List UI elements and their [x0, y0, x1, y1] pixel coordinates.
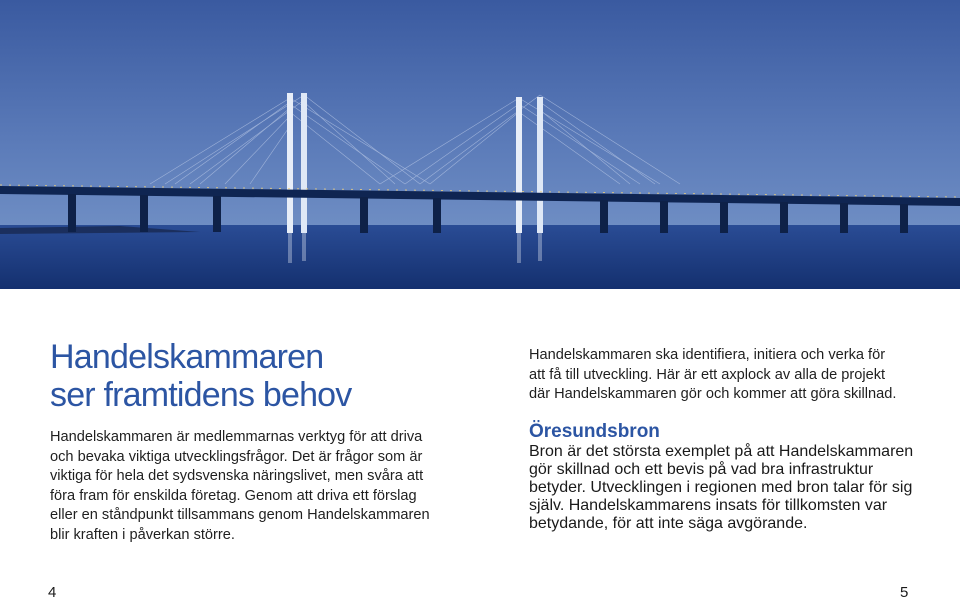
text-line: gör skillnad och ett bevis på vad bra infrastruktur betyder.	[529, 461, 874, 496]
text-line: blir kraften i påverkan större.	[50, 526, 235, 543]
text-line: och bevaka viktiga utvecklingsfrågor. Det är frågor som är	[50, 448, 423, 465]
left-intro-paragraph	[50, 428, 450, 546]
text-line: där Handelskammaren gör och kommer att göra skillnad.	[529, 386, 897, 403]
text-line: viktiga för hela det sydsvenska näringslivet, men svåra att	[50, 468, 424, 485]
text-line: eller en ståndpunkt tillsammans genom Handelskammaren	[50, 507, 430, 524]
text-line: Handelskammaren är medlemmarnas verktyg för att driva	[50, 429, 423, 445]
heading-line: Handelskammaren	[50, 338, 324, 376]
page-number-left: 4	[48, 584, 57, 601]
bridge-photo	[0, 0, 960, 289]
text-line: att få till utveckling. Här är ett axplock av alla de projekt	[529, 366, 886, 383]
text-line: föra fram för enskilda företag. Genom att driva ett förslag	[50, 487, 417, 504]
bridge-illustration	[0, 0, 960, 289]
text-line: Utvecklingen i regionen med bron talar för sig själv.	[529, 479, 913, 514]
section-subheading: Öresundsbron	[529, 421, 660, 442]
page-number-right: 5	[900, 584, 909, 601]
right-intro-paragraph	[529, 346, 929, 405]
text-line: Handelskammarens insats för tillkomsten var betydande,	[529, 497, 888, 532]
heading-line: ser framtidens behov	[50, 376, 352, 414]
text-line: Bron är det största exemplet på att Handelskammaren	[529, 443, 914, 460]
page-heading	[50, 338, 352, 414]
right-body-paragraph	[529, 443, 929, 533]
text-line: Handelskammaren ska identifiera, initiera och verka för	[529, 347, 886, 363]
text-line: för att inte säga avgörande.	[612, 515, 808, 532]
